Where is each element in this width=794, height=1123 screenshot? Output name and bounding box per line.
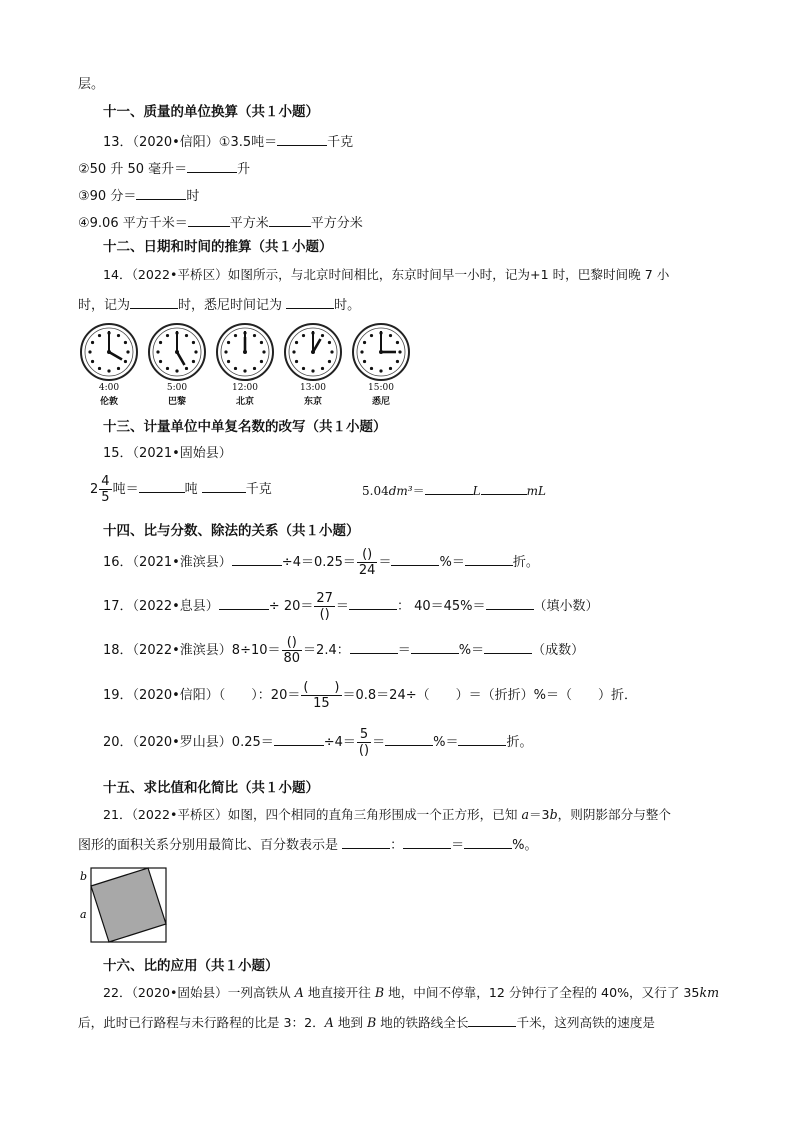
clock-time-label: 5:00 [166, 383, 188, 393]
hour-mark [370, 367, 373, 370]
hour-mark [234, 367, 237, 370]
hour-mark [166, 367, 169, 370]
section-11-title: 十一、质量的单位换算（共１小题） [103, 104, 319, 120]
answer-blank[interactable] [403, 834, 451, 849]
fraction [357, 547, 378, 578]
unit: L [472, 484, 481, 498]
q21-text: 21．（2022•平桥区）如图，四个相同的直角三角形围成一个正方形，已知 [103, 807, 522, 822]
q13-text: ②50 升 50 毫升＝ [78, 162, 188, 177]
fraction [301, 680, 341, 711]
answer-blank[interactable] [136, 185, 186, 200]
q14-text: 时，悉尼时间记为 [178, 298, 287, 313]
q13-line1 [103, 131, 353, 152]
answer-blank[interactable] [458, 731, 506, 746]
hour-mark [156, 350, 159, 353]
q16-text: 16．（2021•淮滨县） [103, 555, 232, 570]
answer-blank[interactable] [139, 478, 185, 493]
label-b: b [80, 870, 88, 883]
denominator: 15 [313, 696, 330, 711]
answer-blank[interactable] [411, 639, 459, 654]
answer-blank[interactable] [188, 212, 230, 227]
hour-mark [321, 334, 324, 337]
answer-blank[interactable] [130, 294, 178, 309]
square-figure [78, 866, 170, 944]
fraction [357, 727, 371, 758]
hour-mark [107, 369, 110, 372]
q16-text: %＝ [439, 555, 465, 570]
clock-0 [78, 322, 140, 412]
point-b: B [374, 985, 385, 1000]
q22-text: 地，中间不停靠，12 分钟行了全程的 40%，又行了 35 [384, 985, 700, 1000]
section-15-title: 十五、求比值和化简比（共１小题） [103, 780, 319, 796]
hour-mark [389, 334, 392, 337]
hour-mark [328, 360, 331, 363]
q20-text: 折。 [506, 735, 533, 750]
q20-text: ＝ [372, 735, 386, 750]
clock-1 [146, 322, 208, 412]
q15-line [90, 474, 272, 506]
q21-line2 [78, 834, 538, 855]
answer-blank[interactable] [342, 834, 390, 849]
numerator: ( ) [303, 680, 340, 695]
hour-mark [234, 334, 237, 337]
clock-time-label: 12:00 [232, 383, 258, 393]
hour-mark [166, 334, 169, 337]
hour-mark [227, 360, 230, 363]
q14-text: 时，记为 [78, 298, 131, 313]
clock-city-label: 伦敦 [99, 397, 118, 407]
q22-text: 地的铁路线全长 [376, 1015, 469, 1030]
hour-mark [117, 334, 120, 337]
clock-3 [282, 322, 344, 412]
q16-text: ÷4＝0.25＝ [281, 555, 356, 570]
q18-line [103, 635, 584, 667]
hour-mark [185, 334, 188, 337]
q15-text: ＝ [412, 484, 425, 498]
hour-mark [292, 350, 295, 353]
numerator: () [357, 547, 378, 563]
q22-text: 22．（2020•固始县）一列高铁从 [103, 985, 295, 1000]
q22-text: 地到 [333, 1015, 368, 1030]
hour-mark [91, 341, 94, 344]
hour-mark [260, 341, 263, 344]
clocks-figure [78, 322, 418, 412]
clock-face [214, 322, 276, 382]
q19-text: ＝0.8＝24÷（ ）＝（折折）%＝（ ）折． [342, 688, 637, 703]
hour-mark [389, 367, 392, 370]
q18-text: 18．（2022•淮滨县）8÷10＝ [103, 643, 281, 658]
q22-line2 [78, 1012, 655, 1032]
unit-km: km [699, 985, 720, 1000]
hour-mark [159, 360, 162, 363]
answer-blank[interactable] [425, 480, 473, 495]
q20-text: %＝ [433, 735, 459, 750]
point-a: A [294, 985, 304, 1000]
clock-city-label: 东京 [303, 397, 322, 407]
q17-text: ＝ [335, 599, 349, 614]
answer-blank[interactable] [484, 639, 532, 654]
hour-mark [192, 360, 195, 363]
continued-text: 层。 [78, 77, 105, 92]
mixed-fraction [99, 474, 111, 505]
answer-blank[interactable] [269, 212, 311, 227]
answer-blank[interactable] [468, 1012, 516, 1027]
hour-mark [295, 360, 298, 363]
q15-text: 千克 [245, 482, 272, 497]
clock-time-label: 4:00 [98, 383, 120, 393]
hour-mark [126, 350, 129, 353]
clock-face [78, 322, 140, 382]
hour-mark [396, 360, 399, 363]
hour-mark [311, 369, 314, 372]
center-pin [311, 350, 315, 354]
q13-text: ④9.06 平方千米＝ [78, 216, 188, 231]
center-pin [107, 350, 111, 354]
label-a: a [80, 908, 87, 921]
q21-text: 图形的面积关系分别用最简比、百分数表示是 [78, 838, 343, 853]
q21-text: ： [390, 838, 404, 853]
clock-2 [214, 322, 276, 412]
denominator: 80 [283, 651, 301, 666]
point-b: B [367, 1015, 377, 1030]
q18-text: ＝2.4： [303, 643, 350, 658]
q13-line4 [78, 212, 363, 233]
q18-text: ＝ [397, 643, 411, 658]
center-pin [175, 350, 179, 354]
hour-mark [98, 334, 101, 337]
hour-mark [98, 367, 101, 370]
q16-text: ＝ [378, 555, 392, 570]
unit: dm³ [388, 484, 413, 498]
answer-blank[interactable] [465, 551, 513, 566]
hour-mark [370, 334, 373, 337]
fraction [314, 591, 335, 622]
q13-text: ③90 分＝ [78, 189, 137, 204]
hour-mark [117, 367, 120, 370]
answer-blank[interactable] [486, 595, 534, 610]
numerator: 27 [316, 591, 333, 606]
q22-text: 后，此时已行路程与未行路程的比是 3：2． [78, 1015, 325, 1030]
answer-blank[interactable] [232, 551, 282, 566]
q19-text: 19．（2020•信阳）（ ）：20＝ [103, 688, 301, 703]
q20-line [103, 727, 532, 759]
answer-blank[interactable] [286, 294, 334, 309]
q17-text: ÷ 20＝ [268, 599, 314, 614]
q20-text: ÷4＝ [323, 735, 356, 750]
hour-mark [194, 350, 197, 353]
clock-time-label: 13:00 [300, 383, 326, 393]
q22-line1 [103, 984, 719, 1002]
q15-head: 15．（2021•固始县） [103, 446, 232, 461]
hour-mark [321, 367, 324, 370]
hour-mark [253, 334, 256, 337]
q14-text: 时。 [334, 298, 361, 313]
hour-mark [260, 360, 263, 363]
hour-mark [124, 341, 127, 344]
answer-blank[interactable] [202, 478, 246, 493]
q21-text: ＝ [451, 838, 465, 853]
clock-time-label: 15:00 [368, 383, 394, 393]
hour-mark [396, 341, 399, 344]
unit: 平方米 [229, 216, 269, 231]
hour-mark [295, 341, 298, 344]
hour-mark [302, 334, 305, 337]
answer-blank[interactable] [274, 731, 324, 746]
clock-face [350, 322, 412, 382]
clock-4 [350, 322, 412, 412]
hour-mark [124, 360, 127, 363]
hour-mark [227, 341, 230, 344]
hour-mark [88, 350, 91, 353]
hour-mark [328, 341, 331, 344]
q17-text: ： 40＝45%＝ [396, 599, 486, 614]
fraction [282, 635, 303, 666]
q14-line1: 14．（2022•平桥区）如图所示，与北京时间相比，东京时间早一小时，记为+1 时，巴黎时间晚 7 小 [103, 267, 670, 282]
answer-blank[interactable] [464, 834, 512, 849]
answer-blank[interactable] [481, 480, 527, 495]
unit: mL [526, 484, 546, 498]
section-12-title: 十二、日期和时间的推算（共１小题） [103, 239, 333, 255]
clock-city-label: 悉尼 [371, 397, 390, 407]
q15-text: 吨＝ [112, 482, 139, 497]
q20-text: 20．（2020•罗山县）0.25＝ [103, 735, 274, 750]
hour-mark [243, 369, 246, 372]
section-13-title: 十三、计量单位中单复名数的改写（共１小题） [103, 419, 387, 435]
numerator: 4 [101, 474, 110, 489]
q21-text: ＝3 [528, 807, 550, 822]
hour-mark [398, 350, 401, 353]
mixed-whole: 2 [90, 482, 99, 497]
q17-text: （填小数） [533, 599, 599, 614]
hour-mark [253, 367, 256, 370]
denominator: 24 [358, 563, 376, 578]
q18-text: （成数） [532, 643, 585, 658]
numerator: 5 [357, 727, 371, 743]
hour-mark [224, 350, 227, 353]
unit: 升 [237, 162, 251, 177]
answer-blank[interactable] [277, 131, 327, 146]
answer-blank[interactable] [385, 731, 433, 746]
q16-text: 折。 [512, 555, 539, 570]
q13-line2 [78, 158, 250, 179]
hour-mark [159, 341, 162, 344]
hour-mark [262, 350, 265, 353]
hour-mark [363, 360, 366, 363]
q17-text: 17．（2022•息县） [103, 599, 219, 614]
denominator: () [319, 607, 330, 622]
clock-face [282, 322, 344, 382]
q16-line [103, 547, 539, 579]
point-a: A [324, 1015, 334, 1030]
hour-mark [360, 350, 363, 353]
variable-a: a [521, 807, 529, 822]
q19-line [103, 680, 637, 712]
answer-blank[interactable] [350, 639, 398, 654]
hour-mark [379, 369, 382, 372]
center-pin [379, 350, 383, 354]
q14-line2 [78, 294, 360, 315]
denominator: () [358, 743, 370, 758]
q21-line1 [103, 806, 671, 824]
q17-line [103, 591, 599, 623]
q15-text: 5.04 [362, 484, 389, 498]
answer-blank[interactable] [349, 595, 397, 610]
hour-mark [175, 369, 178, 372]
hour-mark [192, 341, 195, 344]
hour-mark [91, 360, 94, 363]
hour-mark [363, 341, 366, 344]
hour-mark [330, 350, 333, 353]
center-pin [243, 350, 247, 354]
clock-city-label: 巴黎 [167, 397, 186, 407]
q22-text: 千米，这列高铁的速度是 [516, 1015, 655, 1030]
answer-blank[interactable] [187, 158, 237, 173]
numerator: () [282, 635, 303, 651]
unit: 时 [186, 189, 200, 204]
answer-blank[interactable] [391, 551, 439, 566]
variable-b: b [549, 807, 558, 822]
section-16-title: 十六、比的应用（共１小题） [103, 958, 279, 974]
hour-mark [302, 367, 305, 370]
unit: 平方分米 [310, 216, 363, 231]
q18-text: %＝ [458, 643, 485, 658]
hour-mark [185, 367, 188, 370]
denominator: 5 [101, 490, 110, 505]
unit: 千克 [327, 135, 354, 150]
q22-text: 地直接开往 [303, 985, 375, 1000]
clock-face [146, 322, 208, 382]
q15-volume-line [362, 480, 546, 500]
q13-text: 13．（2020•信阳）①3.5吨＝ [103, 135, 278, 150]
section-14-title: 十四、比与分数、除法的关系（共１小题） [103, 523, 360, 539]
q15-text: 吨 [184, 482, 202, 497]
answer-blank[interactable] [219, 595, 269, 610]
q21-text: %。 [512, 838, 538, 853]
q21-text: ，则阴影部分与整个 [557, 807, 671, 822]
q13-line3 [78, 185, 199, 206]
clock-city-label: 北京 [235, 397, 254, 407]
